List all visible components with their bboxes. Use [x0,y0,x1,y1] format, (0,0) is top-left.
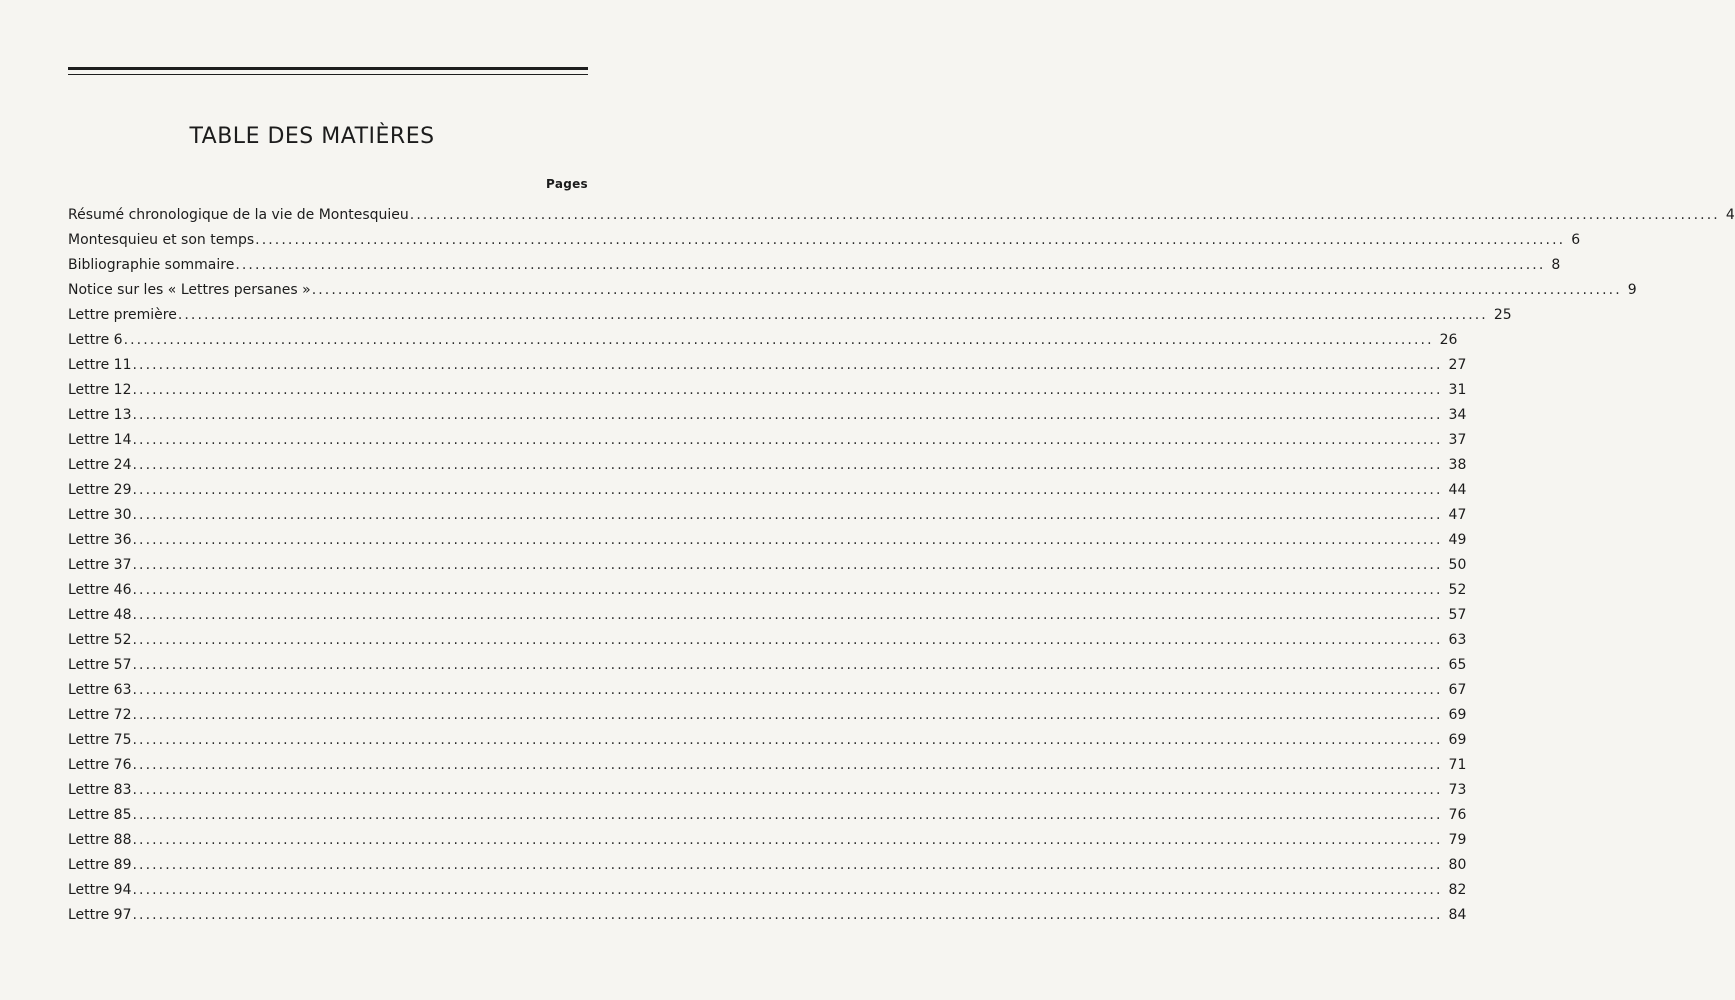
toc-entry-title: Lettre 76 [68,757,132,773]
dot-leader: ........................................................................................................................................................................................................ [409,207,1720,223]
toc-entry-page-number: 52 [1448,582,1467,598]
dot-leader: ........................................................................................................................................................................................................ [132,382,1443,398]
dot-leader: ........................................................................................................................................................................................................ [123,332,1434,348]
toc-entry-page-number: 9 [1627,282,1637,298]
toc-entry-title: Notice sur les « Lettres persanes » [68,282,311,298]
toc-entry-page-number: 27 [1448,357,1467,373]
toc-entry[interactable] [68,880,1467,905]
toc-entry-page-number: 44 [1448,482,1467,498]
dot-leader: ........................................................................................................................................................................................................ [132,782,1443,798]
toc-entry-title: Lettre 36 [68,532,132,548]
pages-column-header: Pages [546,177,588,191]
toc-entry-page-number: 31 [1448,382,1467,398]
toc-entry-title: Lettre 88 [68,832,132,848]
toc-entry-title: Lettre 29 [68,482,132,498]
toc-entry[interactable] [68,505,1467,530]
dot-leader: ........................................................................................................................................................................................................ [177,307,1488,323]
toc-entry-title: Lettre 37 [68,557,132,573]
dot-leader: ........................................................................................................................................................................................................ [132,882,1443,898]
toc-entry-page-number: 84 [1448,907,1467,923]
toc-entry-page-number: 37 [1448,432,1467,448]
toc-entry-page-number: 4 [1725,207,1735,223]
dot-leader: ........................................................................................................................................................................................................ [235,257,1546,273]
toc-entry-page-number: 47 [1448,507,1467,523]
dot-leader: ........................................................................................................................................................................................................ [132,607,1443,623]
toc-entry-page-number: 57 [1448,607,1467,623]
toc-entry-page-number: 6 [1571,232,1581,248]
toc-entry[interactable] [68,430,1467,455]
toc-entry-title: Lettre 24 [68,457,132,473]
toc-entry-title: Lettre 12 [68,382,132,398]
toc-entry-title: Lettre 46 [68,582,132,598]
dot-leader: ........................................................................................................................................................................................................ [132,707,1443,723]
dot-leader: ........................................................................................................................................................................................................ [132,357,1443,373]
toc-entry-title: Résumé chronologique de la vie de Montesquieu [68,207,409,223]
toc-entry-title: Lettre 48 [68,607,132,623]
toc-entry[interactable] [68,455,1467,480]
dot-leader: ........................................................................................................................................................................................................ [132,557,1443,573]
toc-entry-page-number: 79 [1448,832,1467,848]
toc-entry-page-number: 76 [1448,807,1467,823]
toc-entry-title: Lettre 13 [68,407,132,423]
toc-entry-title: Lettre 6 [68,332,123,348]
toc-entry-page-number: 80 [1448,857,1467,873]
toc-entry[interactable] [68,280,1637,305]
toc-entry-title: Lettre 89 [68,857,132,873]
toc-entry-title: Lettre 11 [68,357,132,373]
toc-entry[interactable] [68,205,1735,230]
toc-entry[interactable] [68,330,1458,355]
toc-entry[interactable] [68,480,1467,505]
toc-entry[interactable] [68,905,1467,930]
toc-entry-page-number: 82 [1448,882,1467,898]
dot-leader: ........................................................................................................................................................................................................ [132,632,1443,648]
toc-entry[interactable] [68,630,1467,655]
toc-entry-page-number: 67 [1448,682,1467,698]
toc-entry-title: Lettre 72 [68,707,132,723]
toc-entry-page-number: 38 [1448,457,1467,473]
dot-leader: ........................................................................................................................................................................................................ [132,482,1443,498]
toc-entry[interactable] [68,755,1467,780]
toc-entry-title: Lettre première [68,307,177,323]
toc-entry-page-number: 65 [1448,657,1467,673]
toc-entry-page-number: 50 [1448,557,1467,573]
toc-entry[interactable] [68,730,1467,755]
toc-entry-page-number: 49 [1448,532,1467,548]
toc-entry-page-number: 25 [1493,307,1512,323]
dot-leader: ........................................................................................................................................................................................................ [132,407,1443,423]
toc-entry-title: Lettre 14 [68,432,132,448]
dot-leader: ........................................................................................................................................................................................................ [132,657,1443,673]
header-rule-thin [68,74,588,75]
dot-leader: ........................................................................................................................................................................................................ [132,757,1443,773]
toc-entry-title: Lettre 83 [68,782,132,798]
toc-entry-page-number: 63 [1448,632,1467,648]
toc-entry-title: Lettre 63 [68,682,132,698]
toc-entry-title: Lettre 75 [68,732,132,748]
dot-leader: ........................................................................................................................................................................................................ [132,457,1443,473]
toc-entry[interactable] [68,830,1467,855]
dot-leader: ........................................................................................................................................................................................................ [132,682,1443,698]
toc-entry-title: Lettre 30 [68,507,132,523]
toc-entry-page-number: 26 [1439,332,1458,348]
dot-leader: ........................................................................................................................................................................................................ [132,432,1443,448]
toc-entry[interactable] [68,255,1561,280]
toc-entry-title: Lettre 97 [68,907,132,923]
dot-leader: ........................................................................................................................................................................................................ [132,832,1443,848]
dot-leader: ........................................................................................................................................................................................................ [255,232,1566,248]
toc-entry[interactable] [68,855,1467,880]
toc-entry-page-number: 34 [1448,407,1467,423]
toc-entry-title: Lettre 94 [68,882,132,898]
toc-entry[interactable] [68,305,1512,330]
dot-leader: ........................................................................................................................................................................................................ [132,857,1443,873]
toc-entry[interactable] [68,680,1467,705]
page-title: TABLE DES MATIÈRES [189,124,435,149]
toc-entry-page-number: 73 [1448,782,1467,798]
toc-entry-title: Lettre 85 [68,807,132,823]
toc-entry[interactable] [68,605,1467,630]
dot-leader: ........................................................................................................................................................................................................ [132,532,1443,548]
dot-leader: ........................................................................................................................................................................................................ [132,582,1443,598]
toc-entry[interactable] [68,380,1467,405]
toc-entry-title: Lettre 57 [68,657,132,673]
header-rule-thick [68,67,588,70]
toc-entry-page-number: 69 [1448,707,1467,723]
toc-entry-page-number: 8 [1551,257,1561,273]
toc-entry[interactable] [68,580,1467,605]
toc-entry[interactable] [68,230,1581,255]
toc-entry[interactable] [68,705,1467,730]
toc-entry-page-number: 71 [1448,757,1467,773]
toc-entry[interactable] [68,655,1467,680]
table-of-contents [68,205,1735,930]
toc-entry[interactable] [68,530,1467,555]
dot-leader: ........................................................................................................................................................................................................ [311,282,1622,298]
dot-leader: ........................................................................................................................................................................................................ [132,907,1443,923]
toc-entry-title: Lettre 52 [68,632,132,648]
dot-leader: ........................................................................................................................................................................................................ [132,732,1443,748]
toc-entry[interactable] [68,555,1467,580]
dot-leader: ........................................................................................................................................................................................................ [132,507,1443,523]
toc-entry-title: Montesquieu et son temps [68,232,255,248]
toc-entry[interactable] [68,805,1467,830]
toc-entry[interactable] [68,780,1467,805]
toc-entry-title: Bibliographie sommaire [68,257,235,273]
dot-leader: ........................................................................................................................................................................................................ [132,807,1443,823]
toc-entry[interactable] [68,405,1467,430]
toc-entry-page-number: 69 [1448,732,1467,748]
toc-entry[interactable] [68,355,1467,380]
